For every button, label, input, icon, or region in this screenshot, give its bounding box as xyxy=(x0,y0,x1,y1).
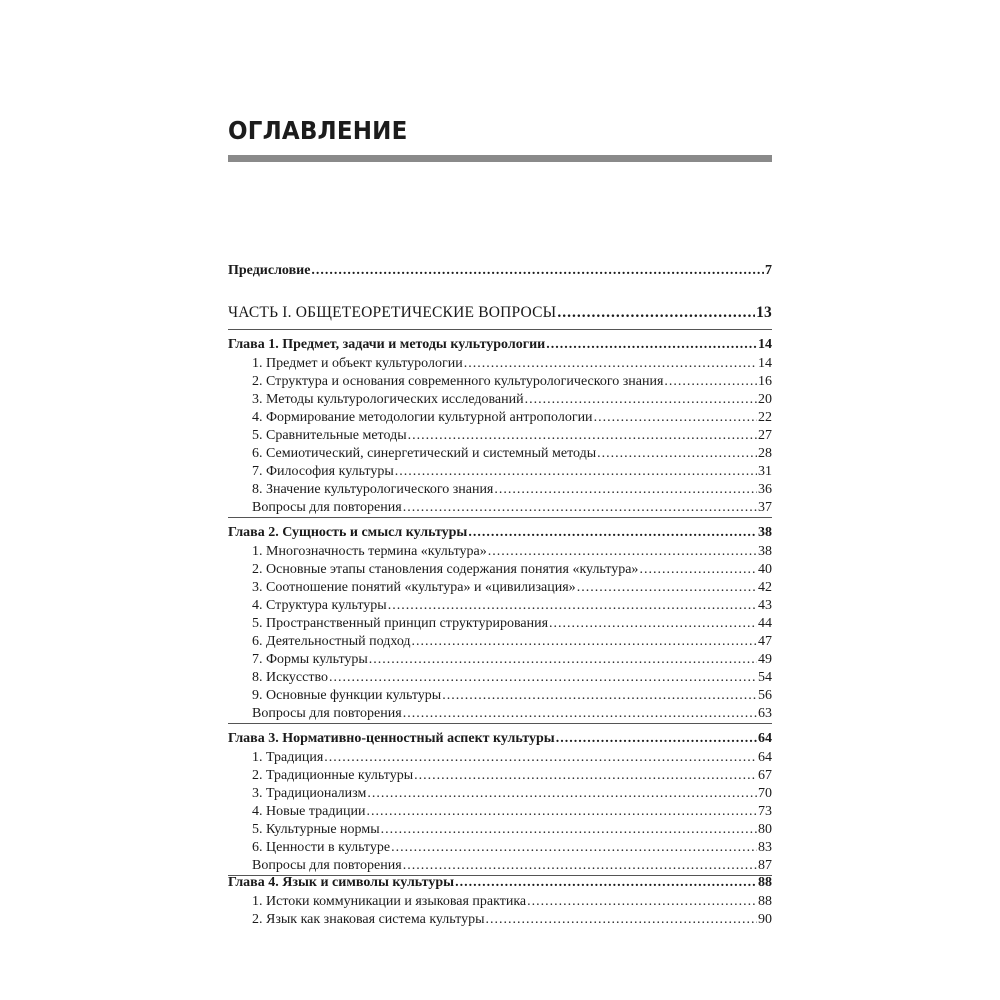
entry-page: 27 xyxy=(758,428,772,443)
entry-page: 38 xyxy=(758,525,772,540)
toc-entry[interactable] xyxy=(252,355,772,372)
entry-page: 14 xyxy=(758,356,772,371)
toc-entry-chapter-2[interactable] xyxy=(228,524,772,541)
leader-dots xyxy=(556,730,757,747)
page-title: ОГЛАВЛЕНИЕ xyxy=(228,116,408,145)
entry-title: 4. Структура культуры xyxy=(252,598,387,613)
toc-entry[interactable] xyxy=(252,633,772,650)
leader-dots xyxy=(597,445,757,462)
entry-page: 20 xyxy=(758,392,772,407)
entry-page: 56 xyxy=(758,688,772,703)
entry-page: 16 xyxy=(758,374,772,389)
leader-dots xyxy=(594,409,757,426)
leader-dots xyxy=(549,615,757,632)
entry-page: 64 xyxy=(758,750,772,765)
toc-entry-chapter-1[interactable] xyxy=(228,336,772,353)
entry-title: Вопросы для повторения xyxy=(252,500,402,515)
entry-page: 70 xyxy=(758,786,772,801)
entry-page: 38 xyxy=(758,544,772,559)
entry-page: 49 xyxy=(758,652,772,667)
entry-title: 2. Основные этапы становления содержания понятия «культура» xyxy=(252,562,639,577)
entry-page: 63 xyxy=(758,706,772,721)
leader-dots xyxy=(388,597,757,614)
entry-title: 5. Культурные нормы xyxy=(252,822,380,837)
leader-dots xyxy=(391,839,757,856)
leader-dots xyxy=(403,857,757,874)
entry-title: 8. Значение культурологического знания xyxy=(252,482,494,497)
entry-title: 1. Предмет и объект культурологии xyxy=(252,356,463,371)
leader-dots xyxy=(412,633,757,650)
leader-dots xyxy=(664,373,757,390)
leader-dots xyxy=(464,355,757,372)
entry-title: Вопросы для повторения xyxy=(252,706,402,721)
toc-entry[interactable] xyxy=(252,705,772,722)
entry-title: 7. Формы культуры xyxy=(252,652,368,667)
leader-dots xyxy=(455,874,757,891)
toc-entry[interactable] xyxy=(252,409,772,426)
toc-entry[interactable] xyxy=(252,499,772,516)
toc-entry[interactable] xyxy=(252,669,772,686)
entry-page: 22 xyxy=(758,410,772,425)
toc-entry[interactable] xyxy=(252,893,772,910)
toc-entry[interactable] xyxy=(252,839,772,856)
entry-page: 83 xyxy=(758,840,772,855)
entry-page: 88 xyxy=(758,875,772,890)
entry-page: 40 xyxy=(758,562,772,577)
toc-entry-chapter-3[interactable] xyxy=(228,730,772,747)
entry-title: ЧАСТЬ I. ОБЩЕТЕОРЕТИЧЕСКИЕ ВОПРОСЫ xyxy=(228,304,557,321)
entry-title: Глава 4. Язык и символы культуры xyxy=(228,875,455,890)
entry-title: 6. Семиотический, синергетический и системный методы xyxy=(252,446,597,461)
entry-page: 73 xyxy=(758,804,772,819)
toc-entry[interactable] xyxy=(252,687,772,704)
entry-page: 37 xyxy=(758,500,772,515)
leader-dots xyxy=(366,803,757,820)
entry-page: 47 xyxy=(758,634,772,649)
separator xyxy=(228,517,772,518)
entry-title: 3. Соотношение понятий «культура» и «цивилизация» xyxy=(252,580,576,595)
entry-title: Глава 2. Сущность и смысл культуры xyxy=(228,525,468,540)
entry-title: 4. Формирование методологии культурной антропологии xyxy=(252,410,593,425)
entry-title: 8. Искусство xyxy=(252,670,328,685)
entry-page: 42 xyxy=(758,580,772,595)
leader-dots xyxy=(311,262,764,279)
entry-title: 3. Методы культурологических исследований xyxy=(252,392,524,407)
entry-page: 7 xyxy=(765,263,772,278)
entry-page: 31 xyxy=(758,464,772,479)
entry-title: 5. Сравнительные методы xyxy=(252,428,407,443)
entry-title: 2. Традиционные культуры xyxy=(252,768,414,783)
entry-title: 1. Истоки коммуникации и языковая практика xyxy=(252,894,527,909)
entry-title: 4. Новые традиции xyxy=(252,804,366,819)
leader-dots xyxy=(403,705,757,722)
leader-dots xyxy=(577,579,757,596)
toc-entry[interactable] xyxy=(252,373,772,390)
entry-title: 9. Основные функции культуры xyxy=(252,688,442,703)
toc-entry[interactable] xyxy=(252,481,772,498)
toc-entry[interactable] xyxy=(252,579,772,596)
entry-page: 28 xyxy=(758,446,772,461)
leader-dots xyxy=(369,651,757,668)
entry-title: Вопросы для повторения xyxy=(252,858,402,873)
toc-entry-chapter-4[interactable] xyxy=(228,874,772,891)
toc-entry[interactable] xyxy=(252,445,772,462)
entry-page: 54 xyxy=(758,670,772,685)
toc-entry[interactable] xyxy=(252,561,772,578)
entry-title: 5. Пространственный принцип структурирования xyxy=(252,616,549,631)
toc-entry[interactable] xyxy=(252,821,772,838)
toc-entry-preface[interactable] xyxy=(228,262,772,279)
entry-page: 13 xyxy=(756,304,772,321)
separator xyxy=(228,329,772,330)
entry-title: 1. Многозначность термина «культура» xyxy=(252,544,487,559)
leader-dots xyxy=(639,561,757,578)
toc-entry[interactable] xyxy=(252,651,772,668)
entry-page: 43 xyxy=(758,598,772,613)
entry-page: 90 xyxy=(758,912,772,927)
toc-entry[interactable] xyxy=(252,427,772,444)
entry-page: 80 xyxy=(758,822,772,837)
leader-dots xyxy=(403,499,757,516)
toc-entry-part-1[interactable] xyxy=(228,304,772,321)
title-rule xyxy=(228,155,772,162)
leader-dots xyxy=(381,821,757,838)
toc-entry[interactable] xyxy=(252,463,772,480)
leader-dots xyxy=(367,785,757,802)
leader-dots xyxy=(527,893,757,910)
toc-entry[interactable] xyxy=(252,767,772,784)
leader-dots xyxy=(442,687,757,704)
leader-dots xyxy=(324,749,757,766)
toc-entry[interactable] xyxy=(252,597,772,614)
entry-page: 64 xyxy=(758,731,772,746)
entry-title: 1. Традиция xyxy=(252,750,324,765)
entry-title: Предисловие xyxy=(228,263,311,278)
entry-title: 6. Ценности в культуре xyxy=(252,840,391,855)
leader-dots xyxy=(395,463,757,480)
toc-entry[interactable] xyxy=(252,749,772,766)
toc-entry[interactable] xyxy=(252,911,772,928)
leader-dots xyxy=(494,481,757,498)
entry-page: 14 xyxy=(758,337,772,352)
entry-title: 2. Язык как знаковая система культуры xyxy=(252,912,485,927)
entry-title: 7. Философия культуры xyxy=(252,464,394,479)
leader-dots xyxy=(468,524,757,541)
leader-dots xyxy=(488,543,757,560)
entry-title: 3. Традиционализм xyxy=(252,786,367,801)
leader-dots xyxy=(525,391,757,408)
toc-entry[interactable] xyxy=(252,615,772,632)
leader-dots xyxy=(414,767,757,784)
leader-dots xyxy=(485,911,757,928)
leader-dots xyxy=(329,669,757,686)
toc-entry[interactable] xyxy=(252,543,772,560)
entry-title: Глава 3. Нормативно-ценностный аспект культуры xyxy=(228,731,555,746)
toc-entry[interactable] xyxy=(252,803,772,820)
leader-dots xyxy=(557,304,755,321)
toc-entry[interactable] xyxy=(252,391,772,408)
separator xyxy=(228,723,772,724)
entry-title: 2. Структура и основания современного культурологического знания xyxy=(252,374,664,389)
entry-page: 87 xyxy=(758,858,772,873)
toc-entry[interactable] xyxy=(252,785,772,802)
entry-page: 67 xyxy=(758,768,772,783)
entry-page: 44 xyxy=(758,616,772,631)
entry-title: 6. Деятельностный подход xyxy=(252,634,411,649)
leader-dots xyxy=(546,336,757,353)
toc-entry[interactable] xyxy=(252,857,772,874)
leader-dots xyxy=(408,427,757,444)
entry-title: Глава 1. Предмет, задачи и методы культурологии xyxy=(228,337,546,352)
entry-page: 88 xyxy=(758,894,772,909)
entry-page: 36 xyxy=(758,482,772,497)
